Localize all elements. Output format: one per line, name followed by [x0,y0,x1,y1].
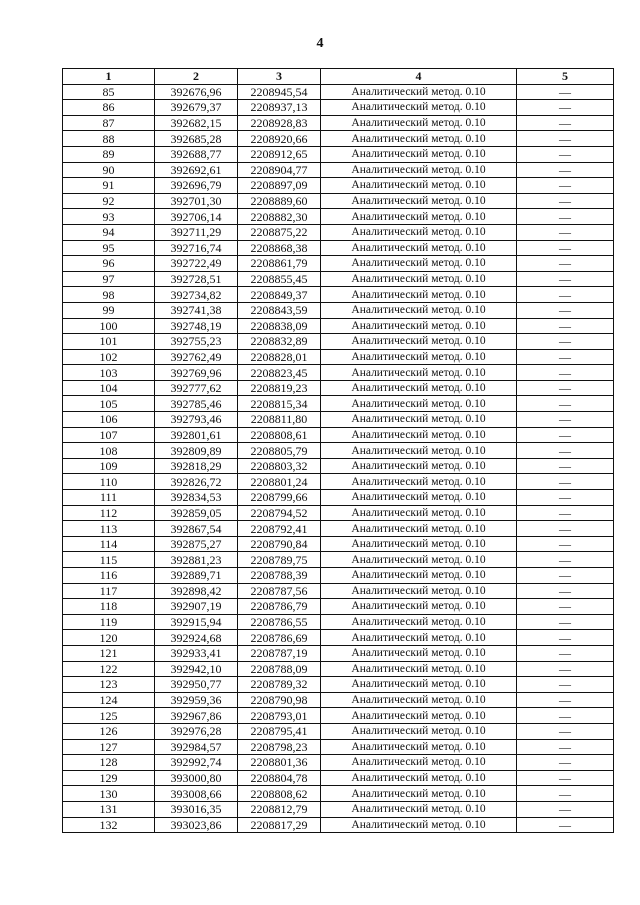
table-row [63,146,614,162]
table-row [63,224,614,240]
table-row [63,349,614,365]
x-coordinate-cell: 393023,86 [155,817,238,833]
method-cell: Аналитический метод. 0.10 [321,645,517,661]
description-cell: — [517,334,614,350]
point-number-cell: 93 [63,209,155,225]
method-cell: Аналитический метод. 0.10 [321,723,517,739]
point-number-cell: 109 [63,458,155,474]
y-coordinate-cell: 2208937,13 [238,100,321,116]
method-cell: Аналитический метод. 0.10 [321,334,517,350]
method-cell: Аналитический метод. 0.10 [321,178,517,194]
method-cell: Аналитический метод. 0.10 [321,193,517,209]
table-row [63,536,614,552]
method-cell: Аналитический метод. 0.10 [321,302,517,318]
x-coordinate-cell: 392679,37 [155,100,238,116]
method-cell: Аналитический метод. 0.10 [321,505,517,521]
point-number-cell: 98 [63,287,155,303]
method-cell: Аналитический метод. 0.10 [321,692,517,708]
point-number-cell: 94 [63,224,155,240]
y-coordinate-cell: 2208794,52 [238,505,321,521]
x-coordinate-cell: 392701,30 [155,193,238,209]
description-cell: — [517,521,614,537]
table-row [63,645,614,661]
method-cell: Аналитический метод. 0.10 [321,490,517,506]
x-coordinate-cell: 392734,82 [155,287,238,303]
table-row [63,427,614,443]
table-row [63,271,614,287]
method-cell: Аналитический метод. 0.10 [321,801,517,817]
y-coordinate-cell: 2208790,84 [238,536,321,552]
table-row [63,723,614,739]
description-cell: — [517,427,614,443]
x-coordinate-cell: 392924,68 [155,630,238,646]
x-coordinate-cell: 392992,74 [155,755,238,771]
table-row [63,552,614,568]
description-cell: — [517,552,614,568]
y-coordinate-cell: 2208832,89 [238,334,321,350]
x-coordinate-cell: 392881,23 [155,552,238,568]
table-row [63,521,614,537]
point-number-cell: 111 [63,490,155,506]
method-cell: Аналитический метод. 0.10 [321,443,517,459]
table-row [63,568,614,584]
method-cell: Аналитический метод. 0.10 [321,630,517,646]
description-cell: — [517,661,614,677]
y-coordinate-cell: 2208808,62 [238,786,321,802]
point-number-cell: 120 [63,630,155,646]
table-row [63,443,614,459]
x-coordinate-cell: 392692,61 [155,162,238,178]
description-cell: — [517,599,614,615]
point-number-cell: 128 [63,755,155,771]
table-row [63,256,614,272]
y-coordinate-cell: 2208889,60 [238,193,321,209]
table-row [63,318,614,334]
point-number-cell: 90 [63,162,155,178]
x-coordinate-cell: 392889,71 [155,568,238,584]
y-coordinate-cell: 2208823,45 [238,365,321,381]
y-coordinate-cell: 2208789,75 [238,552,321,568]
method-cell: Аналитический метод. 0.10 [321,224,517,240]
point-number-cell: 106 [63,412,155,428]
point-number-cell: 105 [63,396,155,412]
point-number-cell: 126 [63,723,155,739]
point-number-cell: 131 [63,801,155,817]
y-coordinate-cell: 2208801,36 [238,755,321,771]
table-row [63,474,614,490]
description-cell: — [517,380,614,396]
method-cell: Аналитический метод. 0.10 [321,256,517,272]
table-row [63,739,614,755]
method-cell: Аналитический метод. 0.10 [321,552,517,568]
table-row [63,583,614,599]
table-row [63,287,614,303]
y-coordinate-cell: 2208790,98 [238,692,321,708]
description-cell: — [517,755,614,771]
x-coordinate-cell: 392801,61 [155,427,238,443]
y-coordinate-cell: 2208789,32 [238,677,321,693]
method-cell: Аналитический метод. 0.10 [321,146,517,162]
point-number-cell: 121 [63,645,155,661]
table-row [63,770,614,786]
x-coordinate-cell: 392685,28 [155,131,238,147]
x-coordinate-cell: 392711,29 [155,224,238,240]
x-coordinate-cell: 392722,49 [155,256,238,272]
method-cell: Аналитический метод. 0.10 [321,521,517,537]
y-coordinate-cell: 2208904,77 [238,162,321,178]
table-row [63,817,614,833]
point-number-cell: 115 [63,552,155,568]
point-number-cell: 127 [63,739,155,755]
y-coordinate-cell: 2208882,30 [238,209,321,225]
method-cell: Аналитический метод. 0.10 [321,427,517,443]
point-number-cell: 102 [63,349,155,365]
method-cell: Аналитический метод. 0.10 [321,240,517,256]
x-coordinate-cell: 392867,54 [155,521,238,537]
description-cell: — [517,271,614,287]
x-coordinate-cell: 392785,46 [155,396,238,412]
table-row [63,162,614,178]
y-coordinate-cell: 2208811,80 [238,412,321,428]
method-cell: Аналитический метод. 0.10 [321,458,517,474]
table-row [63,505,614,521]
point-number-cell: 129 [63,770,155,786]
column-header-method: 4 [321,69,517,85]
x-coordinate-cell: 392875,27 [155,536,238,552]
x-coordinate-cell: 392716,74 [155,240,238,256]
x-coordinate-cell: 392688,77 [155,146,238,162]
x-coordinate-cell: 392696,79 [155,178,238,194]
point-number-cell: 113 [63,521,155,537]
description-cell: — [517,723,614,739]
method-cell: Аналитический метод. 0.10 [321,84,517,100]
point-number-cell: 112 [63,505,155,521]
table-row [63,302,614,318]
description-cell: — [517,443,614,459]
method-cell: Аналитический метод. 0.10 [321,614,517,630]
y-coordinate-cell: 2208786,79 [238,599,321,615]
description-cell: — [517,645,614,661]
y-coordinate-cell: 2208838,09 [238,318,321,334]
y-coordinate-cell: 2208801,24 [238,474,321,490]
method-cell: Аналитический метод. 0.10 [321,786,517,802]
y-coordinate-cell: 2208808,61 [238,427,321,443]
point-number-cell: 100 [63,318,155,334]
table-row [63,708,614,724]
description-cell: — [517,131,614,147]
x-coordinate-cell: 392728,51 [155,271,238,287]
coordinates-table [62,68,614,833]
point-number-cell: 122 [63,661,155,677]
point-number-cell: 116 [63,568,155,584]
table-body [63,84,614,833]
method-cell: Аналитический метод. 0.10 [321,349,517,365]
x-coordinate-cell: 392976,28 [155,723,238,739]
method-cell: Аналитический метод. 0.10 [321,365,517,381]
point-number-cell: 124 [63,692,155,708]
description-cell: — [517,256,614,272]
description-cell: — [517,209,614,225]
table-header-row [63,69,614,85]
x-coordinate-cell: 392793,46 [155,412,238,428]
x-coordinate-cell: 392898,42 [155,583,238,599]
table-row [63,661,614,677]
y-coordinate-cell: 2208795,41 [238,723,321,739]
x-coordinate-cell: 392748,19 [155,318,238,334]
description-cell: — [517,692,614,708]
x-coordinate-cell: 392826,72 [155,474,238,490]
y-coordinate-cell: 2208787,56 [238,583,321,599]
y-coordinate-cell: 2208912,65 [238,146,321,162]
description-cell: — [517,490,614,506]
method-cell: Аналитический метод. 0.10 [321,412,517,428]
method-cell: Аналитический метод. 0.10 [321,708,517,724]
point-number-cell: 88 [63,131,155,147]
y-coordinate-cell: 2208843,59 [238,302,321,318]
y-coordinate-cell: 2208812,79 [238,801,321,817]
table-row [63,380,614,396]
method-cell: Аналитический метод. 0.10 [321,271,517,287]
method-cell: Аналитический метод. 0.10 [321,817,517,833]
description-cell: — [517,614,614,630]
y-coordinate-cell: 2208803,32 [238,458,321,474]
y-coordinate-cell: 2208815,34 [238,396,321,412]
description-cell: — [517,568,614,584]
description-cell: — [517,630,614,646]
y-coordinate-cell: 2208804,78 [238,770,321,786]
y-coordinate-cell: 2208799,66 [238,490,321,506]
table-row [63,490,614,506]
point-number-cell: 92 [63,193,155,209]
y-coordinate-cell: 2208897,09 [238,178,321,194]
description-cell: — [517,349,614,365]
y-coordinate-cell: 2208875,22 [238,224,321,240]
description-cell: — [517,84,614,100]
point-number-cell: 99 [63,302,155,318]
description-cell: — [517,708,614,724]
table-row [63,115,614,131]
y-coordinate-cell: 2208798,23 [238,739,321,755]
method-cell: Аналитический метод. 0.10 [321,318,517,334]
method-cell: Аналитический метод. 0.10 [321,131,517,147]
description-cell: — [517,100,614,116]
x-coordinate-cell: 392859,05 [155,505,238,521]
table-row [63,614,614,630]
x-coordinate-cell: 392682,15 [155,115,238,131]
description-cell: — [517,801,614,817]
table-row [63,630,614,646]
point-number-cell: 95 [63,240,155,256]
point-number-cell: 125 [63,708,155,724]
point-number-cell: 91 [63,178,155,194]
x-coordinate-cell: 392915,94 [155,614,238,630]
method-cell: Аналитический метод. 0.10 [321,677,517,693]
page-number: 4 [316,36,324,51]
x-coordinate-cell: 392942,10 [155,661,238,677]
table-row [63,209,614,225]
point-number-cell: 107 [63,427,155,443]
y-coordinate-cell: 2208788,09 [238,661,321,677]
x-coordinate-cell: 393000,80 [155,770,238,786]
x-coordinate-cell: 392967,86 [155,708,238,724]
column-header-y: 3 [238,69,321,85]
point-number-cell: 89 [63,146,155,162]
method-cell: Аналитический метод. 0.10 [321,739,517,755]
method-cell: Аналитический метод. 0.10 [321,661,517,677]
method-cell: Аналитический метод. 0.10 [321,536,517,552]
description-cell: — [517,146,614,162]
x-coordinate-cell: 392741,38 [155,302,238,318]
description-cell: — [517,412,614,428]
method-cell: Аналитический метод. 0.10 [321,100,517,116]
x-coordinate-cell: 392706,14 [155,209,238,225]
point-number-cell: 86 [63,100,155,116]
point-number-cell: 101 [63,334,155,350]
description-cell: — [517,115,614,131]
y-coordinate-cell: 2208920,66 [238,131,321,147]
y-coordinate-cell: 2208817,29 [238,817,321,833]
point-number-cell: 96 [63,256,155,272]
y-coordinate-cell: 2208793,01 [238,708,321,724]
description-cell: — [517,770,614,786]
description-cell: — [517,458,614,474]
method-cell: Аналитический метод. 0.10 [321,209,517,225]
description-cell: — [517,365,614,381]
table-row [63,193,614,209]
description-cell: — [517,505,614,521]
y-coordinate-cell: 2208786,55 [238,614,321,630]
method-cell: Аналитический метод. 0.10 [321,287,517,303]
x-coordinate-cell: 392676,96 [155,84,238,100]
description-cell: — [517,786,614,802]
x-coordinate-cell: 393008,66 [155,786,238,802]
description-cell: — [517,302,614,318]
description-cell: — [517,287,614,303]
table-row [63,365,614,381]
y-coordinate-cell: 2208819,23 [238,380,321,396]
description-cell: — [517,193,614,209]
point-number-cell: 132 [63,817,155,833]
x-coordinate-cell: 392984,57 [155,739,238,755]
method-cell: Аналитический метод. 0.10 [321,474,517,490]
table-row [63,84,614,100]
table-row [63,178,614,194]
table-row [63,131,614,147]
point-number-cell: 87 [63,115,155,131]
y-coordinate-cell: 2208792,41 [238,521,321,537]
table-row [63,100,614,116]
table-row [63,692,614,708]
x-coordinate-cell: 392769,96 [155,365,238,381]
point-number-cell: 114 [63,536,155,552]
method-cell: Аналитический метод. 0.10 [321,599,517,615]
y-coordinate-cell: 2208787,19 [238,645,321,661]
point-number-cell: 118 [63,599,155,615]
method-cell: Аналитический метод. 0.10 [321,755,517,771]
x-coordinate-cell: 392834,53 [155,490,238,506]
y-coordinate-cell: 2208945,54 [238,84,321,100]
column-header-description: 5 [517,69,614,85]
y-coordinate-cell: 2208861,79 [238,256,321,272]
y-coordinate-cell: 2208788,39 [238,568,321,584]
table-row [63,755,614,771]
description-cell: — [517,318,614,334]
y-coordinate-cell: 2208855,45 [238,271,321,287]
table-row [63,677,614,693]
description-cell: — [517,396,614,412]
point-number-cell: 117 [63,583,155,599]
description-cell: — [517,178,614,194]
method-cell: Аналитический метод. 0.10 [321,162,517,178]
y-coordinate-cell: 2208849,37 [238,287,321,303]
x-coordinate-cell: 392818,29 [155,458,238,474]
description-cell: — [517,677,614,693]
x-coordinate-cell: 392907,19 [155,599,238,615]
description-cell: — [517,474,614,490]
table-row [63,334,614,350]
y-coordinate-cell: 2208868,38 [238,240,321,256]
y-coordinate-cell: 2208928,83 [238,115,321,131]
description-cell: — [517,817,614,833]
x-coordinate-cell: 392809,89 [155,443,238,459]
method-cell: Аналитический метод. 0.10 [321,568,517,584]
y-coordinate-cell: 2208828,01 [238,349,321,365]
method-cell: Аналитический метод. 0.10 [321,380,517,396]
table-row [63,396,614,412]
table-row [63,412,614,428]
table-row [63,801,614,817]
point-number-cell: 130 [63,786,155,802]
y-coordinate-cell: 2208805,79 [238,443,321,459]
x-coordinate-cell: 392950,77 [155,677,238,693]
point-number-cell: 103 [63,365,155,381]
method-cell: Аналитический метод. 0.10 [321,115,517,131]
y-coordinate-cell: 2208786,69 [238,630,321,646]
method-cell: Аналитический метод. 0.10 [321,770,517,786]
table-row [63,240,614,256]
description-cell: — [517,739,614,755]
table-row [63,458,614,474]
description-cell: — [517,536,614,552]
description-cell: — [517,224,614,240]
point-number-cell: 104 [63,380,155,396]
x-coordinate-cell: 392959,36 [155,692,238,708]
x-coordinate-cell: 393016,35 [155,801,238,817]
point-number-cell: 108 [63,443,155,459]
point-number-cell: 119 [63,614,155,630]
x-coordinate-cell: 392762,49 [155,349,238,365]
column-header-point-number: 1 [63,69,155,85]
description-cell: — [517,162,614,178]
point-number-cell: 85 [63,84,155,100]
point-number-cell: 123 [63,677,155,693]
column-header-x: 2 [155,69,238,85]
point-number-cell: 110 [63,474,155,490]
table-row [63,599,614,615]
method-cell: Аналитический метод. 0.10 [321,583,517,599]
point-number-cell: 97 [63,271,155,287]
x-coordinate-cell: 392755,23 [155,334,238,350]
description-cell: — [517,583,614,599]
x-coordinate-cell: 392777,62 [155,380,238,396]
x-coordinate-cell: 392933,41 [155,645,238,661]
description-cell: — [517,240,614,256]
table-row [63,786,614,802]
method-cell: Аналитический метод. 0.10 [321,396,517,412]
